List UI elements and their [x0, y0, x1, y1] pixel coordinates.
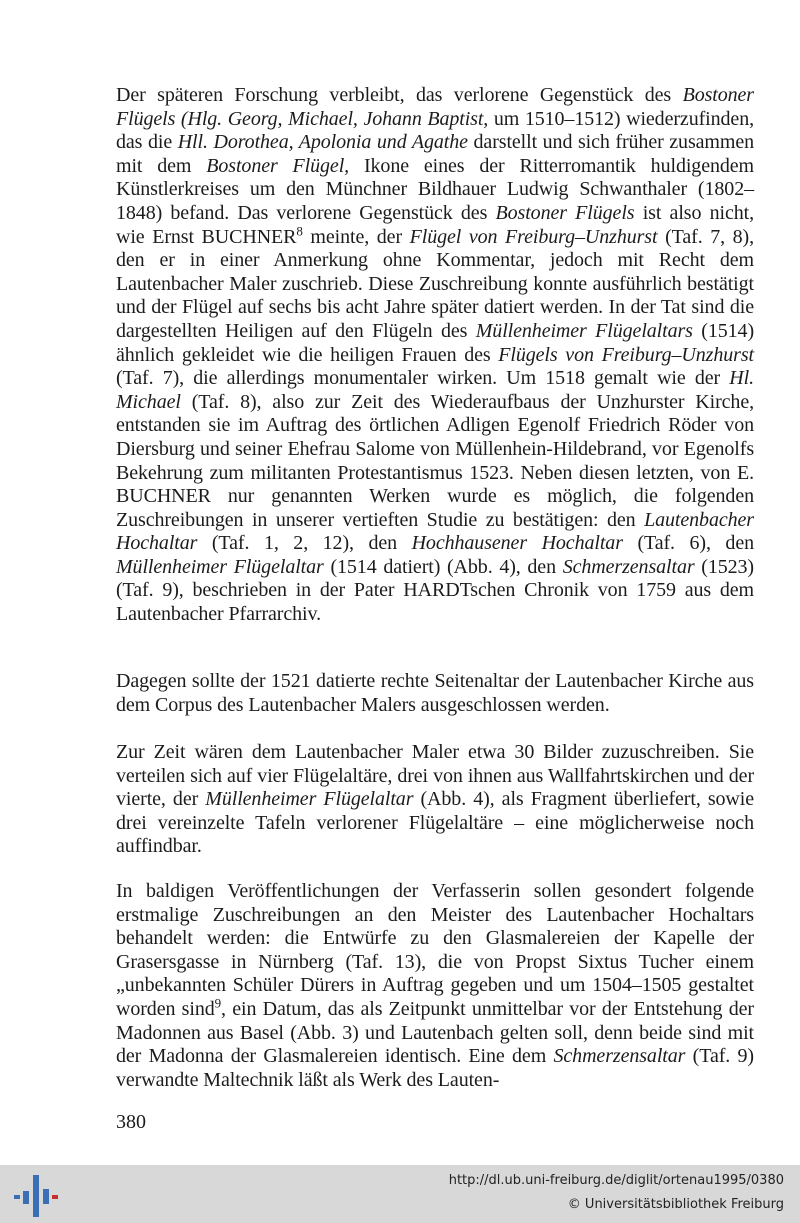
- text-run: Der späteren Forschung verbleibt, das verlorene Gegenstück des: [116, 84, 683, 106]
- paragraph-2: [116, 670, 754, 717]
- italic-title-run: Müllenheimer Flügelaltar: [116, 555, 324, 578]
- page-number: 380: [116, 1111, 146, 1133]
- text-run: meinte, der: [302, 225, 410, 248]
- italic-title-run: Flügel von Freiburg–Unzhurst: [409, 225, 658, 248]
- text-run: darstellt und sich früher zusammen mit dem: [116, 131, 754, 177]
- italic-title-run: Bostoner Flügel,: [206, 154, 350, 177]
- italic-title-run: Schmerzensaltar: [562, 555, 695, 578]
- text-run: (1514) ähnlich gekleidet wie die heiligen Frauen des: [116, 319, 755, 366]
- text-run: (Taf. 9) verwandte Maltechnik läßt als Werk des Lauten-: [116, 1045, 754, 1091]
- text-run: Zur Zeit wären dem Lautenbacher Maler etwa 30 Bilder zuzuschreiben. Sie verteilen sich auf vier Flügelaltäre, drei von ihnen aus Wallfahrtskirchen und der vierte, der: [116, 741, 754, 811]
- text-run: um 1510–1512) wiederzufinden, das die: [116, 107, 754, 154]
- library-footer: [0, 1165, 800, 1223]
- text-run: (Taf. 6), den: [622, 532, 754, 555]
- text-run: Dagegen sollte der 1521 datierte rechte Seitenaltar der Lautenbacher Kirche aus dem Corpus des Lautenbacher Malers ausgeschlossen werden.: [116, 670, 754, 716]
- paragraph-4: [116, 880, 754, 1092]
- italic-title-run: Hll. Dorothea, Apolonia und Agathe: [177, 131, 468, 154]
- text-run: (Abb. 4), als Fragment überliefert, sowie drei vereinzelte Tafeln verlorener Flügelaltäre – eine möglicherweise noch auffindbar.: [116, 788, 754, 858]
- italic-title-run: Bostoner Flügels (Hlg. Georg, Michael, Johann Baptist,: [116, 84, 754, 130]
- text-run: Ikone eines der Ritterromantik huldigendem Künstlerkreises um den Münchner Bildhauer Ludwig Schwanthaler (1802–1848) befand. Das verlorene Gegenstück des: [116, 154, 755, 224]
- source-url[interactable]: http://dl.ub.uni-freiburg.de/diglit/ortenau1995/0380: [448, 1173, 784, 1188]
- text-run: In baldigen Veröffentlichungen der Verfasserin sollen gesondert folgende erstmalige Zuschreibungen an den Meister des Lautenbacher Hochaltars behandelt werden: die Entwürfe zu den Glasmalereien der Kapelle der Grasersgasse in Nürnberg (Taf. 13), die von Propst Sixtus Tucher einem „unbekannten Schüler Dürers in Auftrag gegeben und um 1504–1505 gestaltet worden sind: [116, 880, 754, 1020]
- copyright-notice: © Universitätsbibliothek Freiburg: [567, 1197, 784, 1212]
- text-run: , ein Datum, das als Zeitpunkt unmittelbar vor der Entstehung der Madonnen aus Basel (Abb. 3) und Lautenbach gelten soll, denn beide sind mit der Madonna der Glasmalereien identisch. Eine dem: [116, 997, 754, 1068]
- italic-title-run: Müllenheimer Flügelaltars: [475, 319, 693, 342]
- italic-title-run: Hochhausener Hochaltar: [411, 532, 623, 555]
- text-run: (Taf. 7), die allerdings monumentaler wirken. Um 1518 gemalt wie der: [116, 367, 730, 390]
- italic-title-run: Flügels von Freiburg–Unzhurst: [498, 343, 754, 366]
- text-run: (Taf. 7, 8), den er in einer Anmerkung ohne Kommentar, jedoch mit Recht dem Lautenbacher Maler zuschrieb. Diese Zuschreibung konnte ausführlich bestätigt und der Flügel auf sechs bis acht Jahre später datiert werden. In der Tat sind die dargestellten Heiligen auf den Flügeln des: [116, 225, 754, 342]
- italic-title-run: Müllenheimer Flügelaltar: [205, 788, 414, 811]
- text-run: ist also nicht, wie Ernst BUCHNER: [116, 201, 754, 248]
- italic-title-run: Schmerzensaltar: [553, 1045, 686, 1068]
- paragraph-1: [116, 84, 754, 627]
- italic-title-run: Hl. Michael: [116, 367, 754, 413]
- italic-title-run: Bostoner Flügels: [495, 201, 635, 224]
- footnote-ref: 8: [296, 222, 303, 238]
- text-run: (Taf. 1, 2, 12), den: [197, 532, 412, 555]
- text-run: (1514 datiert) (Abb. 4), den: [323, 555, 563, 578]
- footnote-ref: 9: [214, 995, 222, 1011]
- ub-freiburg-logo-icon: [12, 1171, 62, 1219]
- paragraph-3: [116, 741, 754, 859]
- text-run: (1523) (Taf. 9), beschrieben in der Pater HARDTschen Chronik von 1759 aus dem Lautenbacher Pfarrarchiv.: [116, 555, 754, 626]
- text-run: (Taf. 8), also zur Zeit des Wiederaufbaus der Unzhurster Kirche, entstanden sie im Auftrag des örtlichen Adligen Egenolf Friedrich Röder von Diersburg und seiner Ehefrau Salome von Müllenhein-Hildebrand, vor Egenolfs Bekehrung zum militanten Protestantismus 1523. Neben diesen letzten, von E. BUCHNER nur genannten Werken wurde es möglich, die folgenden Zuschreibungen in unserer vertieften Studie zu bestätigen: den: [116, 390, 754, 531]
- italic-title-run: Lautenbacher Hochaltar: [116, 508, 754, 555]
